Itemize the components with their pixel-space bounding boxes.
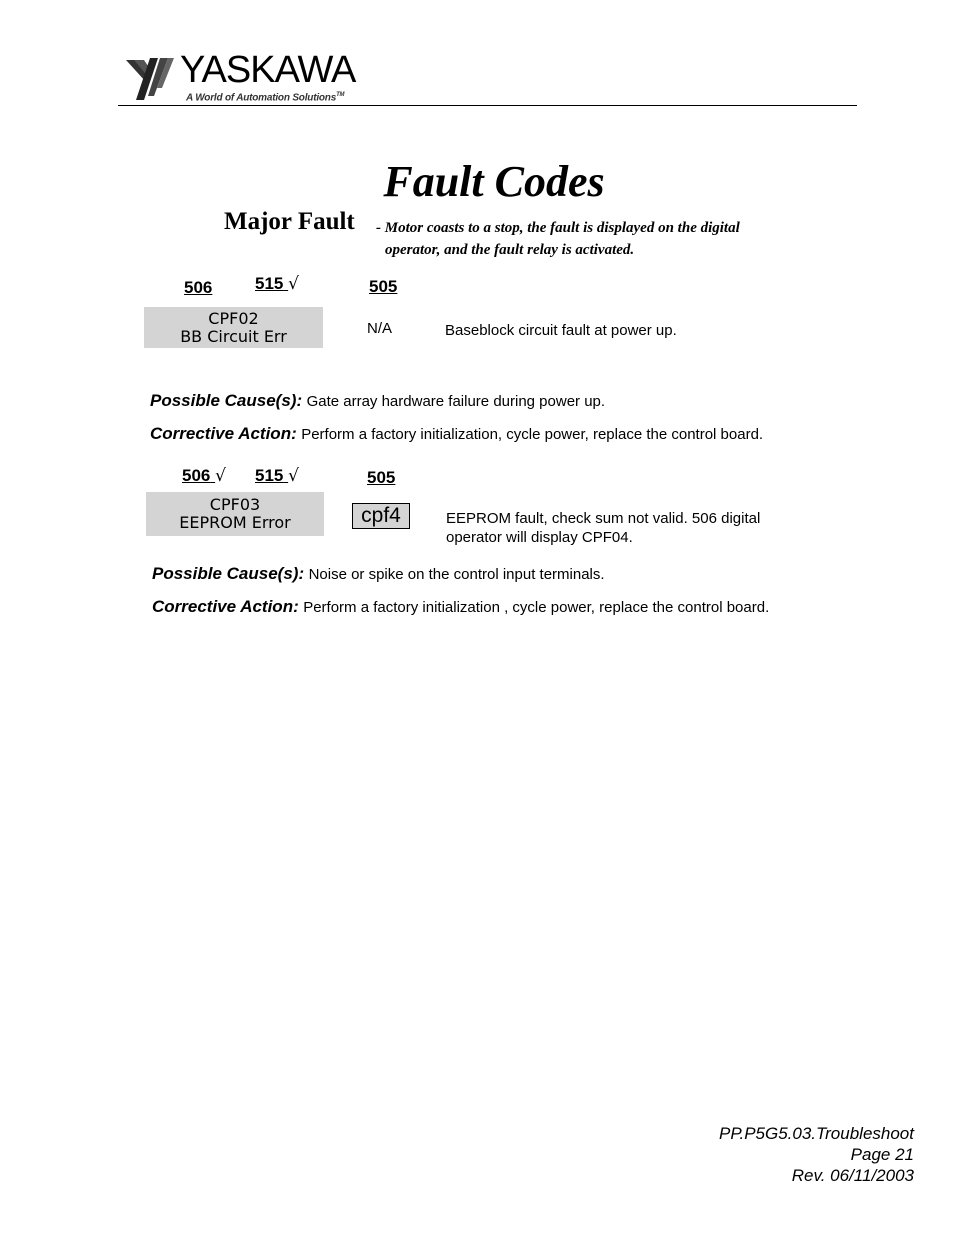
brand-tagline: A World of Automation Solutions™ bbox=[186, 92, 345, 104]
check-mark-icon: √ bbox=[288, 466, 299, 486]
fault-code-box bbox=[146, 492, 324, 536]
action-label: Corrective Action: bbox=[150, 424, 297, 443]
fault-name: EEPROM Error bbox=[179, 513, 291, 532]
trademark: TM bbox=[336, 92, 345, 98]
corrective-action bbox=[152, 597, 769, 617]
footer-page: Page 21 bbox=[850, 1145, 914, 1164]
footer-rev: Rev. 06/11/2003 bbox=[791, 1166, 914, 1185]
header-rule bbox=[118, 105, 857, 106]
corrective-action bbox=[150, 424, 763, 444]
col-515-header-group bbox=[255, 466, 299, 486]
check-mark-icon: √ bbox=[215, 466, 226, 486]
yaskawa-logo-icon bbox=[124, 52, 176, 102]
fault-code: CPF03 bbox=[209, 495, 261, 514]
cause-text: Gate array hardware failure during power up. bbox=[306, 393, 606, 410]
col-506-header: 506 bbox=[182, 466, 211, 485]
check-mark-icon: √ bbox=[288, 274, 299, 294]
brand-name: YASKAWA bbox=[180, 49, 356, 91]
col-515-header-group bbox=[255, 274, 299, 294]
fault-code-box bbox=[144, 307, 323, 348]
page-title: Fault Codes bbox=[383, 157, 605, 206]
cause-text: Noise or spike on the control input terminals. bbox=[308, 566, 605, 583]
action-text: Perform a factory initialization , cycle power, replace the control board. bbox=[303, 599, 770, 616]
footer bbox=[719, 1123, 914, 1186]
col-515-header: 515 bbox=[255, 466, 284, 485]
action-label: Corrective Action: bbox=[152, 597, 299, 616]
fault-name: BB Circuit Err bbox=[180, 326, 287, 346]
col-515-header: 515 bbox=[255, 274, 284, 293]
fault-description: Baseblock circuit fault at power up. bbox=[445, 322, 677, 339]
footer-doc-id: PP.P5G5.03.Troubleshoot bbox=[718, 1124, 914, 1143]
major-fault-label: Major Fault bbox=[224, 208, 355, 235]
major-fault-description: - Motor coasts to a stop, the fault is displayed on the digital operator, and the fault relay is activated. bbox=[376, 220, 740, 258]
col-506-header: 506 bbox=[184, 278, 213, 297]
fault-code: CPF02 bbox=[208, 308, 259, 328]
possible-cause bbox=[150, 391, 605, 411]
col-505-header: 505 bbox=[367, 468, 396, 487]
fault-description: EEPROM fault, check sum not valid. 506 digital operator will display CPF04. bbox=[446, 510, 761, 546]
cause-label: Possible Cause(s): bbox=[150, 391, 303, 410]
display-505: N/A bbox=[367, 320, 393, 337]
action-text: Perform a factory initialization, cycle power, replace the control board. bbox=[301, 426, 764, 443]
possible-cause bbox=[152, 564, 605, 584]
display-505-cpf4: cpf4 bbox=[352, 503, 410, 529]
cause-label: Possible Cause(s): bbox=[152, 564, 305, 583]
col-506-header-group bbox=[182, 466, 226, 486]
col-505-header: 505 bbox=[369, 277, 398, 296]
